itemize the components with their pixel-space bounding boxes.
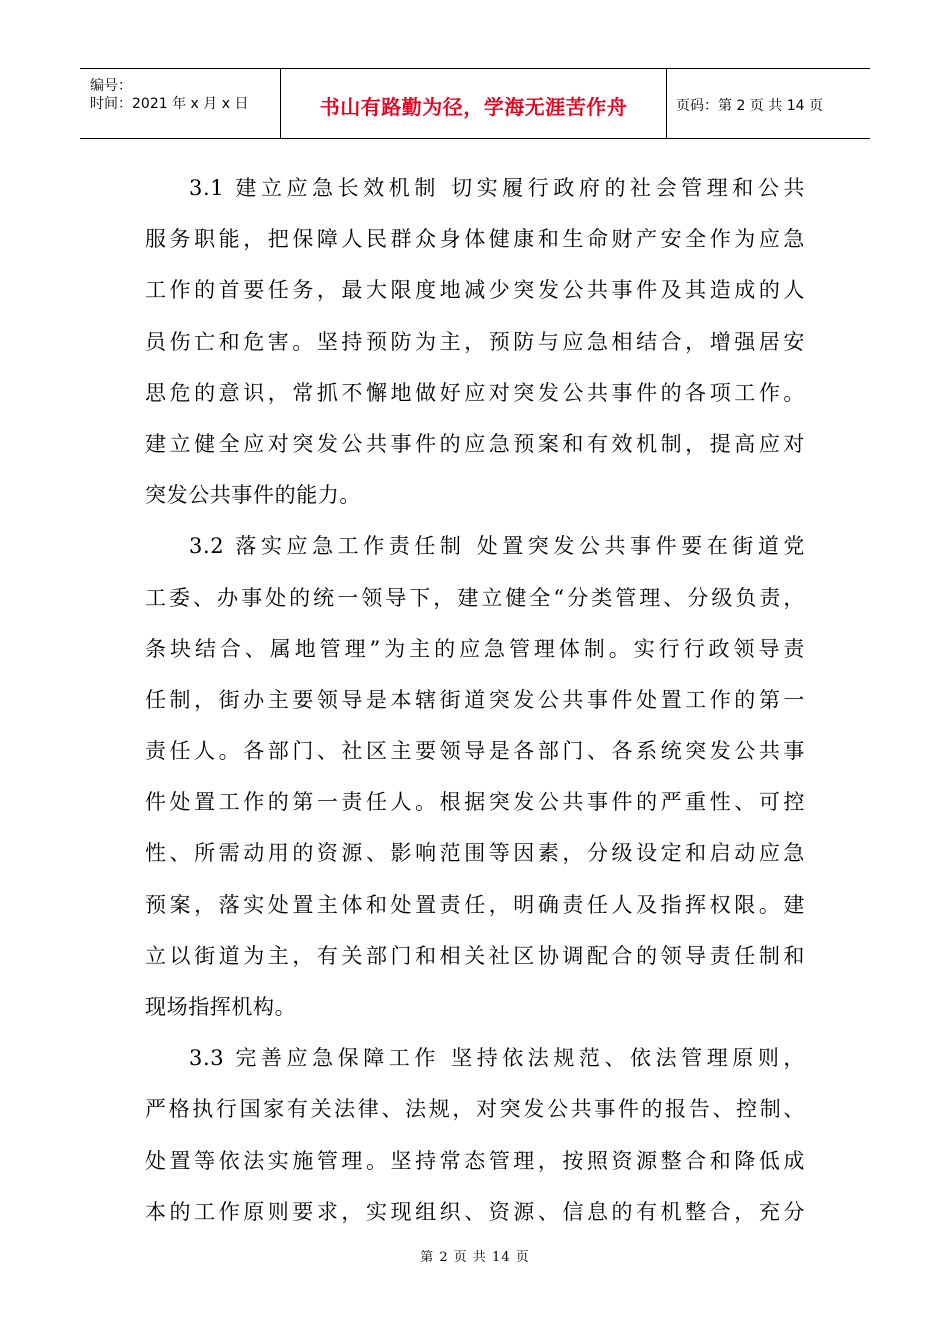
paragraph-line: 3.2 落实应急工作责任制 处置突发公共事件要在街道党 bbox=[189, 534, 805, 559]
paragraph-line: 3.3 完善应急保障工作 坚持依法规范、依法管理原则， bbox=[189, 1046, 805, 1071]
document-body bbox=[145, 163, 805, 1238]
paragraph-line: 责任人。各部门、社区主要领导是各部门、各系统突发公共事 bbox=[145, 739, 805, 764]
header-meta bbox=[80, 69, 280, 138]
paragraph-line: 件处置工作的第一责任人。根据突发公共事件的严重性、可控 bbox=[145, 790, 805, 815]
header-motto: 书山有路勤为径，学海无涯苦作舟 bbox=[319, 95, 628, 119]
paragraph-line: 严格执行国家有关法律、法规，对突发公共事件的报告、控制、 bbox=[145, 1097, 805, 1122]
paragraph-line: 现场指挥机构。 bbox=[145, 995, 297, 1019]
header-page-info: 页码：第 2 页 共 14 页 bbox=[676, 98, 823, 114]
paragraph-3-1 bbox=[145, 163, 805, 521]
paragraph-line: 条块结合、属地管理”为主的应急管理体制。实行行政领导责 bbox=[145, 636, 805, 661]
paragraph-line: 性、所需动用的资源、影响范围等因素，分级设定和启动应急 bbox=[145, 841, 805, 866]
header-motto-cell bbox=[280, 69, 667, 138]
page-header bbox=[80, 68, 870, 139]
paragraph-line: 任制，街办主要领导是本辖街道突发公共事件处置工作的第一 bbox=[145, 687, 805, 712]
paragraph-3-3 bbox=[145, 1033, 805, 1238]
page-footer: 第 2 页 共 14 页 bbox=[420, 1250, 530, 1265]
paragraph-line: 工作的首要任务，最大限度地减少突发公共事件及其造成的人 bbox=[145, 278, 805, 303]
paragraph-line: 思危的意识，常抓不懈地做好应对突发公共事件的各项工作。 bbox=[145, 380, 805, 405]
paragraph-line: 服务职能，把保障人民群众身体健康和生命财产安全作为应急 bbox=[145, 227, 805, 252]
document-date: 时间：2021 年 x 月 x 日 bbox=[90, 96, 249, 112]
paragraph-line: 工委、办事处的统一领导下，建立健全“分类管理、分级负责， bbox=[145, 585, 805, 610]
paragraph-line: 突发公共事件的能力。 bbox=[145, 483, 361, 508]
paragraph-line: 预案，落实处置主体和处置责任，明确责任人及指挥权限。建 bbox=[145, 892, 805, 917]
document-number-label: 编号： bbox=[90, 78, 132, 94]
paragraph-line: 建立健全应对突发公共事件的应急预案和有效机制，提高应对 bbox=[145, 431, 805, 456]
paragraph-line: 员伤亡和危害。坚持预防为主，预防与应急相结合，增强居安 bbox=[145, 329, 805, 354]
paragraph-line: 立以街道为主，有关部门和相关社区协调配合的领导责任制和 bbox=[145, 943, 805, 968]
header-page-cell bbox=[666, 69, 870, 138]
paragraph-3-2 bbox=[145, 521, 805, 1033]
paragraph-line: 3.1 建立应急长效机制 切实履行政府的社会管理和公共 bbox=[189, 176, 805, 200]
paragraph-line: 处置等依法实施管理。坚持常态管理，按照资源整合和降低成 bbox=[145, 1148, 805, 1173]
paragraph-line: 本的工作原则要求，实现组织、资源、信息的有机整合，充分 bbox=[145, 1199, 805, 1224]
